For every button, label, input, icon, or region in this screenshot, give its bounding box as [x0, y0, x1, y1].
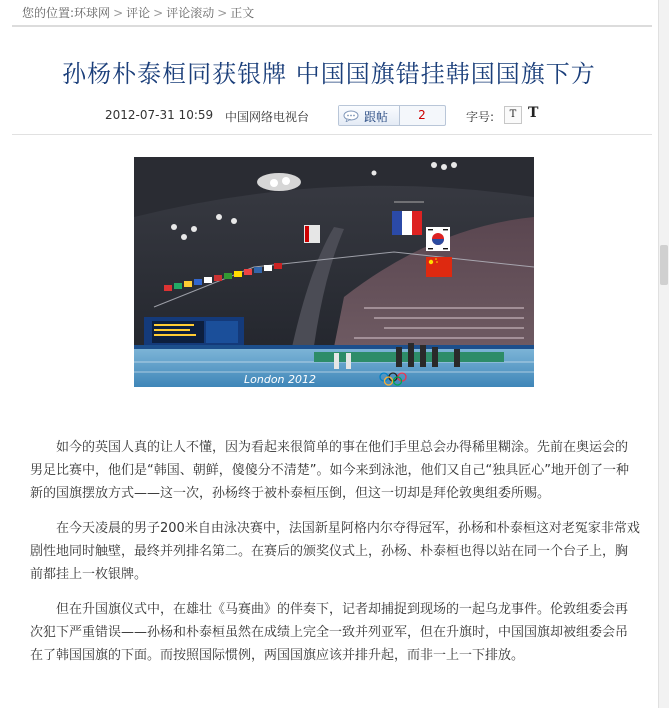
- article-paragraph: 如今的英国人真的让人不懂，因为看起来很简单的事在他们手里总会办得稀里糊涂。先前在奥运会的男足比赛中，他们是“韩国、朝鲜，傻傻分不清楚”。如今来到泳池，他们又自己“独具匠心”地开创了一种新的国旗摆放方式——这一次，孙杨终于被朴泰桓压倒，但这一切却是拜伦敦奥组委所赐。: [30, 440, 629, 501]
- korea-flag: [426, 227, 450, 251]
- photo-logo-text: London 2012: [244, 373, 317, 386]
- breadcrumb: [22, 4, 254, 21]
- breadcrumb-comment[interactable]: 评论: [126, 6, 151, 20]
- breadcrumb-separator: >: [153, 6, 164, 20]
- china-flag: [426, 257, 452, 277]
- meta-divider: [12, 134, 652, 135]
- follow-post-button[interactable]: [339, 106, 400, 125]
- comment-bubble-icon: [343, 110, 361, 122]
- breadcrumb-home[interactable]: 环球网: [74, 6, 111, 20]
- breadcrumb-comment-scroll[interactable]: 评论滚动: [166, 6, 215, 20]
- article-photo: [134, 157, 534, 387]
- article-title: 孙杨朴泰桓同获银牌 中国国旗错挂韩国国旗下方: [62, 60, 596, 88]
- breadcrumb-prefix: 您的位置:: [22, 6, 75, 20]
- publish-date: 2012-07-31 10:59: [105, 108, 214, 122]
- breadcrumb-separator: >: [113, 6, 124, 20]
- scrollbar-thumb[interactable]: [660, 245, 668, 285]
- font-size-label: 字号:: [466, 110, 495, 124]
- article-body: [30, 436, 640, 679]
- top-divider: [12, 25, 652, 27]
- breadcrumb-current: 正文: [230, 6, 255, 20]
- follow-post-count[interactable]: 2: [418, 108, 426, 122]
- font-size-large-button[interactable]: T: [528, 105, 539, 121]
- breadcrumb-separator: >: [217, 6, 228, 20]
- article-source[interactable]: 中国网络电视台: [225, 110, 310, 124]
- follow-post-label: 跟帖: [364, 110, 389, 124]
- font-size-small-button[interactable]: T: [504, 106, 522, 124]
- article-paragraph: 在今天凌晨的男子200米自由泳决赛中，法国新星阿格内尔夺得冠军，孙杨和朴泰桓这对老冤家非常戏剧性地同时触壁，最终并列排名第二。在赛后的颁奖仪式上，孙杨、朴泰桓也得以站在同一个台子上，胸前都挂上一枚银牌。: [30, 521, 640, 582]
- article-meta: [0, 104, 658, 126]
- article-paragraph: 但在升国旗仪式中，在雄壮《马赛曲》的伴奏下，记者却捕捉到现场的一起乌龙事件。伦敦组委会再次犯下严重错误——孙杨和朴泰桓虽然在成绩上完全一致并列亚军，但在升旗时，中国国旗却被组委会吊在了韩国国旗的下面。而按照国际惯例，两国国旗应该并排升起，而非一上一下排放。: [30, 602, 629, 663]
- follow-post-widget[interactable]: [338, 105, 446, 126]
- vertical-scrollbar[interactable]: [658, 0, 669, 708]
- medal-ceremony-photo: [134, 157, 534, 387]
